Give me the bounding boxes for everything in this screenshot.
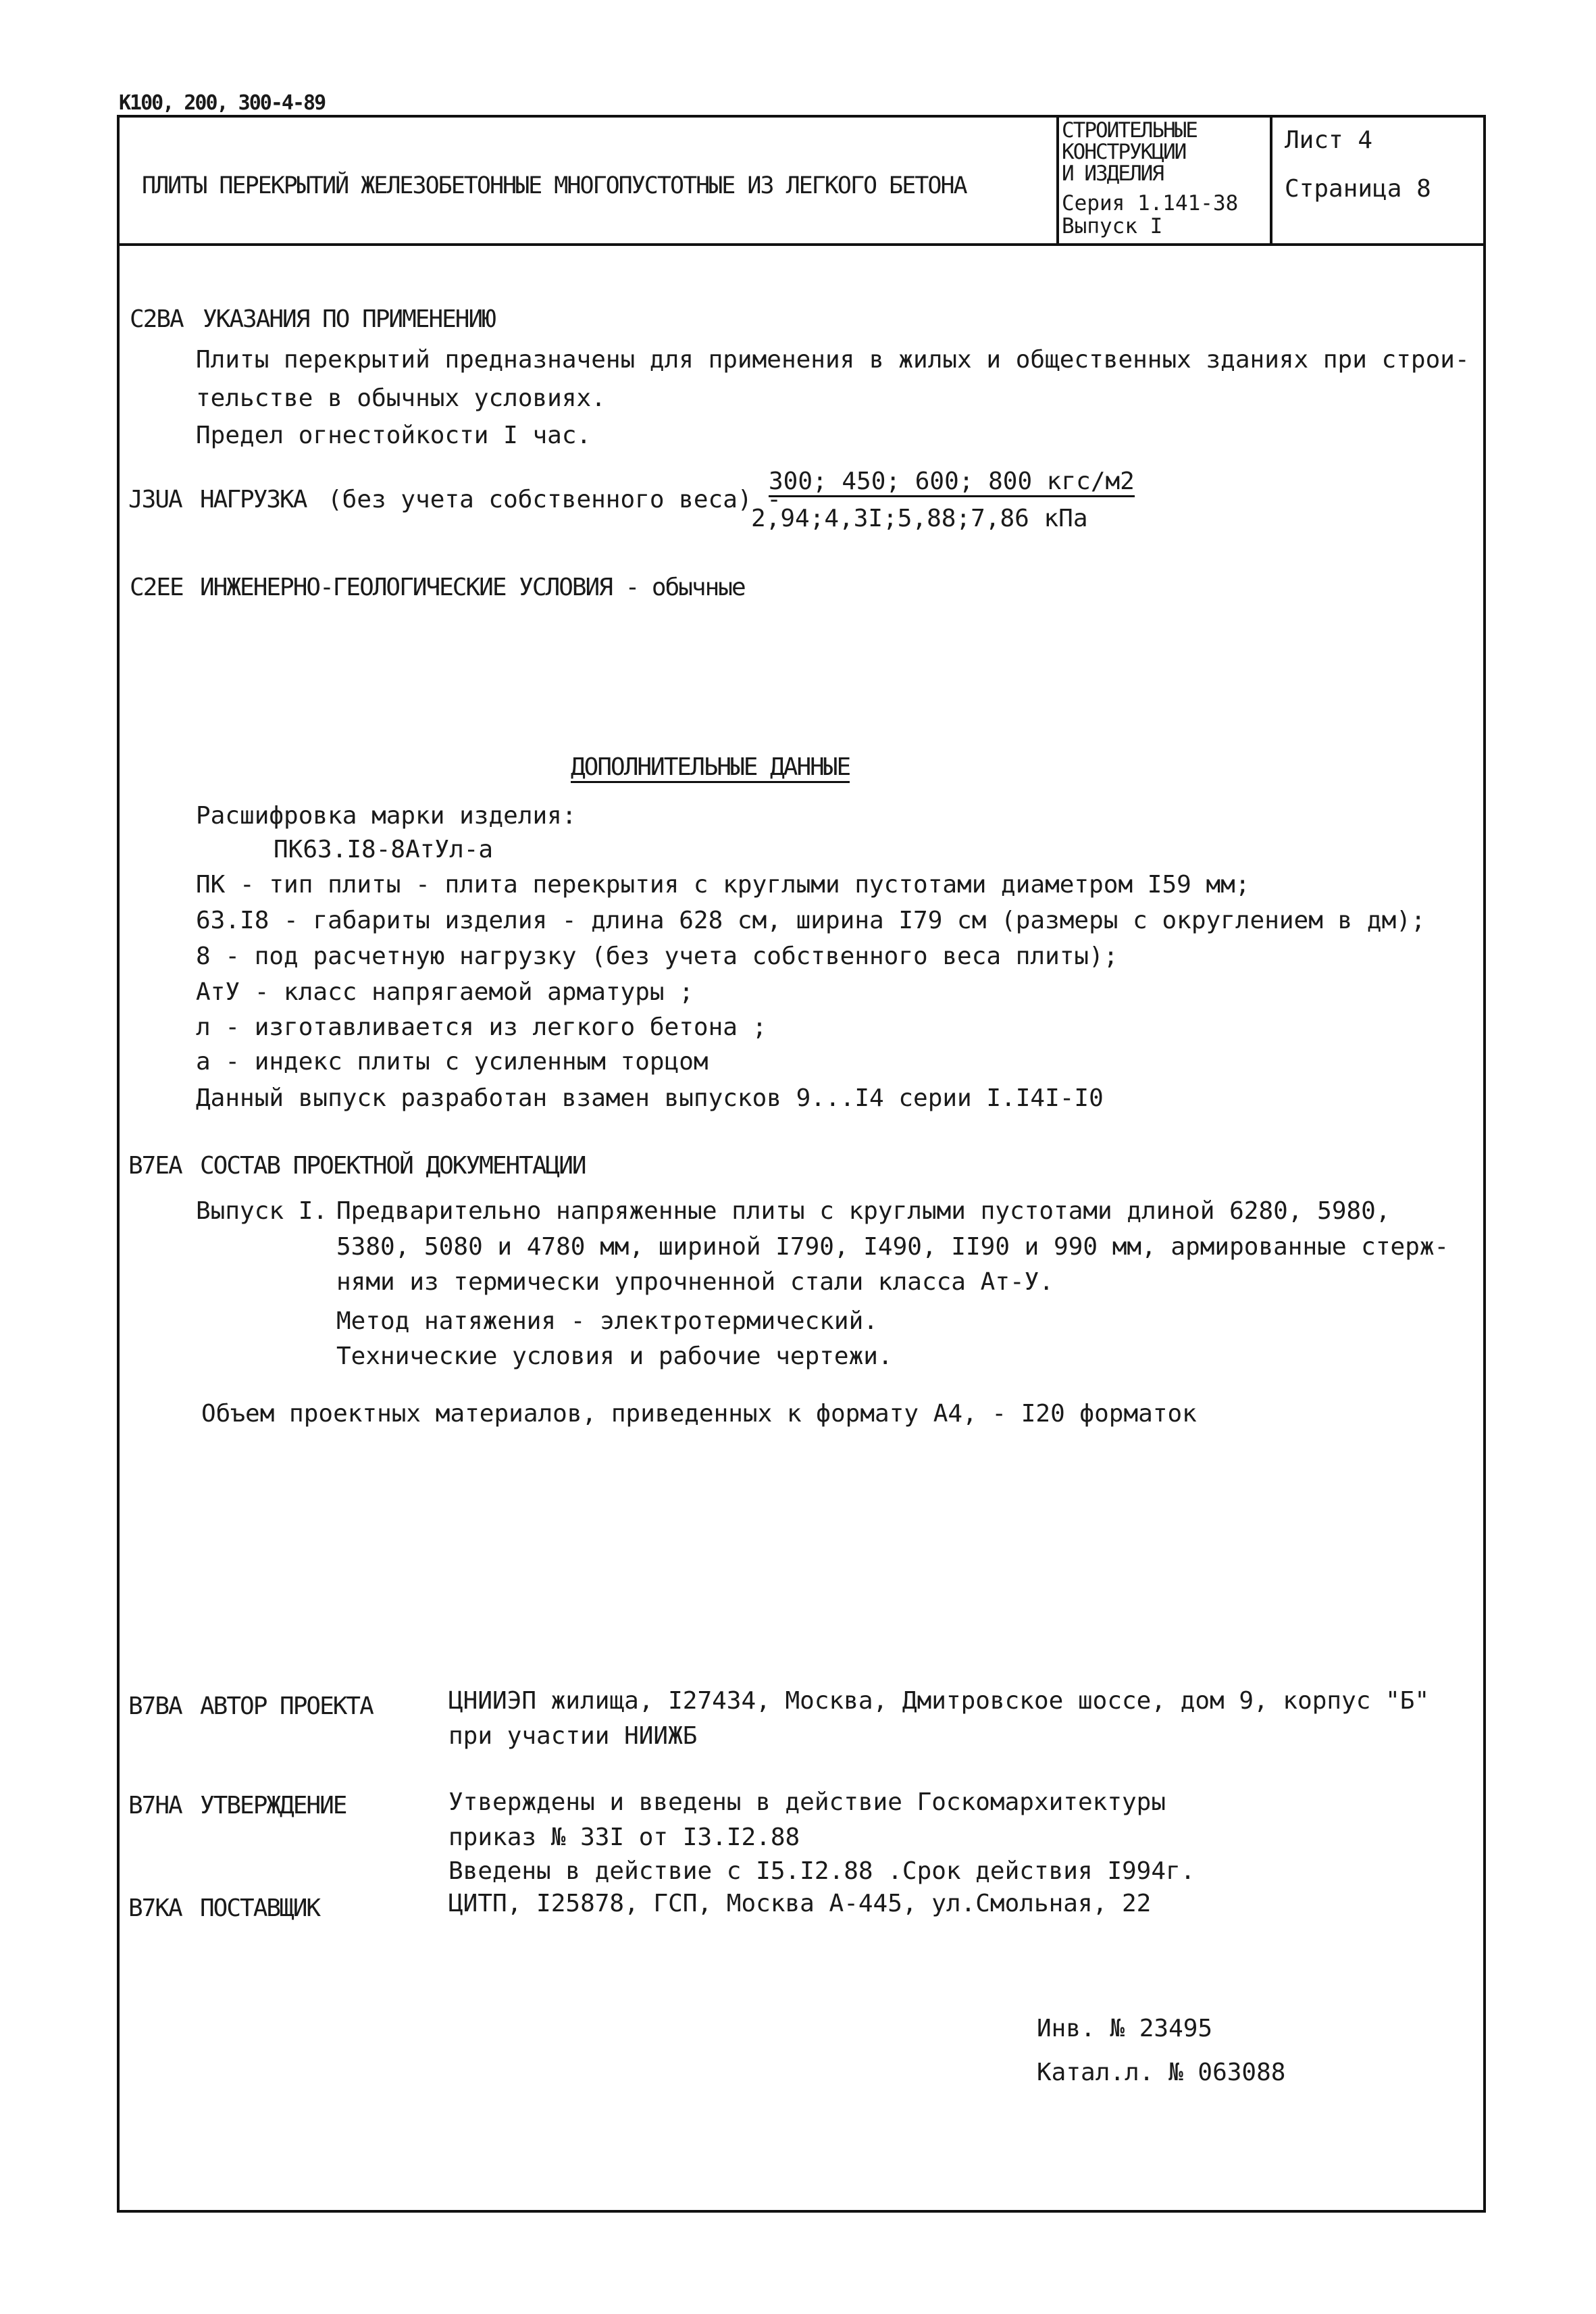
decode-item: а - индекс плиты с усиленным торцом: [196, 1048, 709, 1076]
title-block-divider: [117, 243, 1486, 246]
author-label: АВТОР ПРОЕКТА: [200, 1692, 373, 1720]
load-label: НАГРУЗКА: [200, 486, 307, 513]
issue-number: Выпуск I: [1062, 214, 1163, 238]
supplier-text: ЦИТП, I25878, ГСП, Москва А-445, ул.Смольная, 22: [448, 1890, 1152, 1917]
load-note: (без учета собственного веса) -: [328, 486, 781, 513]
category-line-2: КОНСТРУКЦИИ: [1062, 140, 1186, 164]
category-line-1: СТРОИТЕЛЬНЫЕ: [1062, 118, 1197, 143]
load-code: J3UA: [128, 486, 182, 513]
category-line-3: И ИЗДЕЛИЯ: [1062, 161, 1163, 186]
load-kpa-values: 2,94;4,3I;5,88;7,86 кПа: [751, 505, 1088, 532]
author-code: В7ВА: [128, 1692, 182, 1720]
approval-label: УТВЕРЖДЕНИЕ: [200, 1792, 346, 1819]
approval-code: В7НА: [128, 1792, 182, 1819]
author-line-2: при участии НИИЖБ: [448, 1722, 698, 1750]
supplier-code: В7КА: [128, 1894, 182, 1922]
application-line-2: тельстве в обычных условиях.: [196, 384, 606, 412]
application-code: С2ВА: [130, 305, 183, 333]
document-title: ПЛИТЫ ПЕРЕКРЫТИЙ ЖЕЛЕЗОБЕТОННЫЕ МНОГОПУСТОТНЫЕ ИЗ ЛЕГКОГО БЕТОНА: [142, 172, 967, 199]
decode-item: АтУ - класс напрягаемой арматуры ;: [196, 978, 694, 1006]
inventory-number: Инв. № 23495: [1037, 2015, 1213, 2042]
decode-item: 63.I8 - габариты изделия - длина 628 см, ширина I79 см (размеры с округлением в дм);: [196, 907, 1426, 934]
decode-item: л - изготавливается из легкого бетона ;: [196, 1013, 767, 1041]
document-code: К100, 200, 300-4-89: [119, 91, 326, 115]
approval-line-3: Введены в действие с I5.I2.88 .Срок действия I994г.: [448, 1857, 1195, 1885]
composition-volume: Объем проектных материалов, приведенных к формату А4, - I20 форматок: [201, 1400, 1197, 1428]
application-line-1: Плиты перекрытий предназначены для применения в жилых и общественных зданиях при строи-: [196, 346, 1470, 374]
composition-line-4: Метод натяжения - электротермический.: [336, 1307, 878, 1335]
replacement-note: Данный выпуск разработан взамен выпусков 9...I4 серии I.I4I-I0: [196, 1084, 1104, 1112]
composition-line-3: нями из термически упрочненной стали класса Ат-У.: [336, 1268, 1054, 1296]
application-line-3: Предел огнестойкости I час.: [196, 422, 592, 449]
catalog-number: Катал.л. № 063088: [1037, 2059, 1286, 2086]
author-line-1: ЦНИИЭП жилища, I27434, Москва, Дмитровское шоссе, дом 9, корпус "Б": [448, 1687, 1430, 1715]
title-block-separator-right: [1270, 115, 1272, 245]
composition-heading: СОСТАВ ПРОЕКТНОЙ ДОКУМЕНТАЦИИ: [200, 1152, 586, 1180]
composition-line-1: Предварительно напряженные плиты с круглыми пустотами длиной 6280, 5980,: [336, 1197, 1391, 1225]
decode-item: ПК - тип плиты - плита перекрытия с круглыми пустотами диаметром I59 мм;: [196, 871, 1250, 899]
composition-line-5: Технические условия и рабочие чертежи.: [336, 1342, 893, 1370]
supplier-label: ПОСТАВЩИК: [200, 1894, 320, 1922]
decode-label: Расшифровка марки изделия:: [196, 802, 577, 830]
sheet-number: Лист 4: [1285, 126, 1373, 154]
load-kgs-values: 300; 450; 600; 800 кгс/м2: [769, 470, 1135, 497]
approval-line-2: приказ № 33I от I3.I2.88: [448, 1823, 800, 1851]
approval-line-1: Утверждены и введены в действие Госкомархитектуры: [448, 1788, 1166, 1816]
page-number: Страница 8: [1285, 175, 1431, 203]
additional-heading: ДОПОЛНИТЕЛЬНЫЕ ДАННЫЕ: [571, 755, 850, 783]
series-number: Серия 1.141-38: [1062, 191, 1239, 216]
composition-code: В7ЕА: [128, 1152, 182, 1180]
decode-item: 8 - под расчетную нагрузку (без учета собственного веса плиты);: [196, 942, 1118, 970]
composition-line-2: 5380, 5080 и 4780 мм, шириной I790, I490, II90 и 990 мм, армированные стерж-: [336, 1233, 1449, 1261]
product-mark: ПК63.I8-8АтУл-а: [274, 836, 494, 863]
geology-code: С2ЕЕ: [130, 574, 183, 601]
title-block-separator-left: [1056, 115, 1059, 245]
composition-issue-label: Выпуск I.: [196, 1197, 328, 1225]
application-heading: УКАЗАНИЯ ПО ПРИМЕНЕНИЮ: [203, 305, 495, 333]
geology-text: ИНЖЕНЕРНО-ГЕОЛОГИЧЕСКИЕ УСЛОВИЯ - обычные: [200, 574, 745, 601]
